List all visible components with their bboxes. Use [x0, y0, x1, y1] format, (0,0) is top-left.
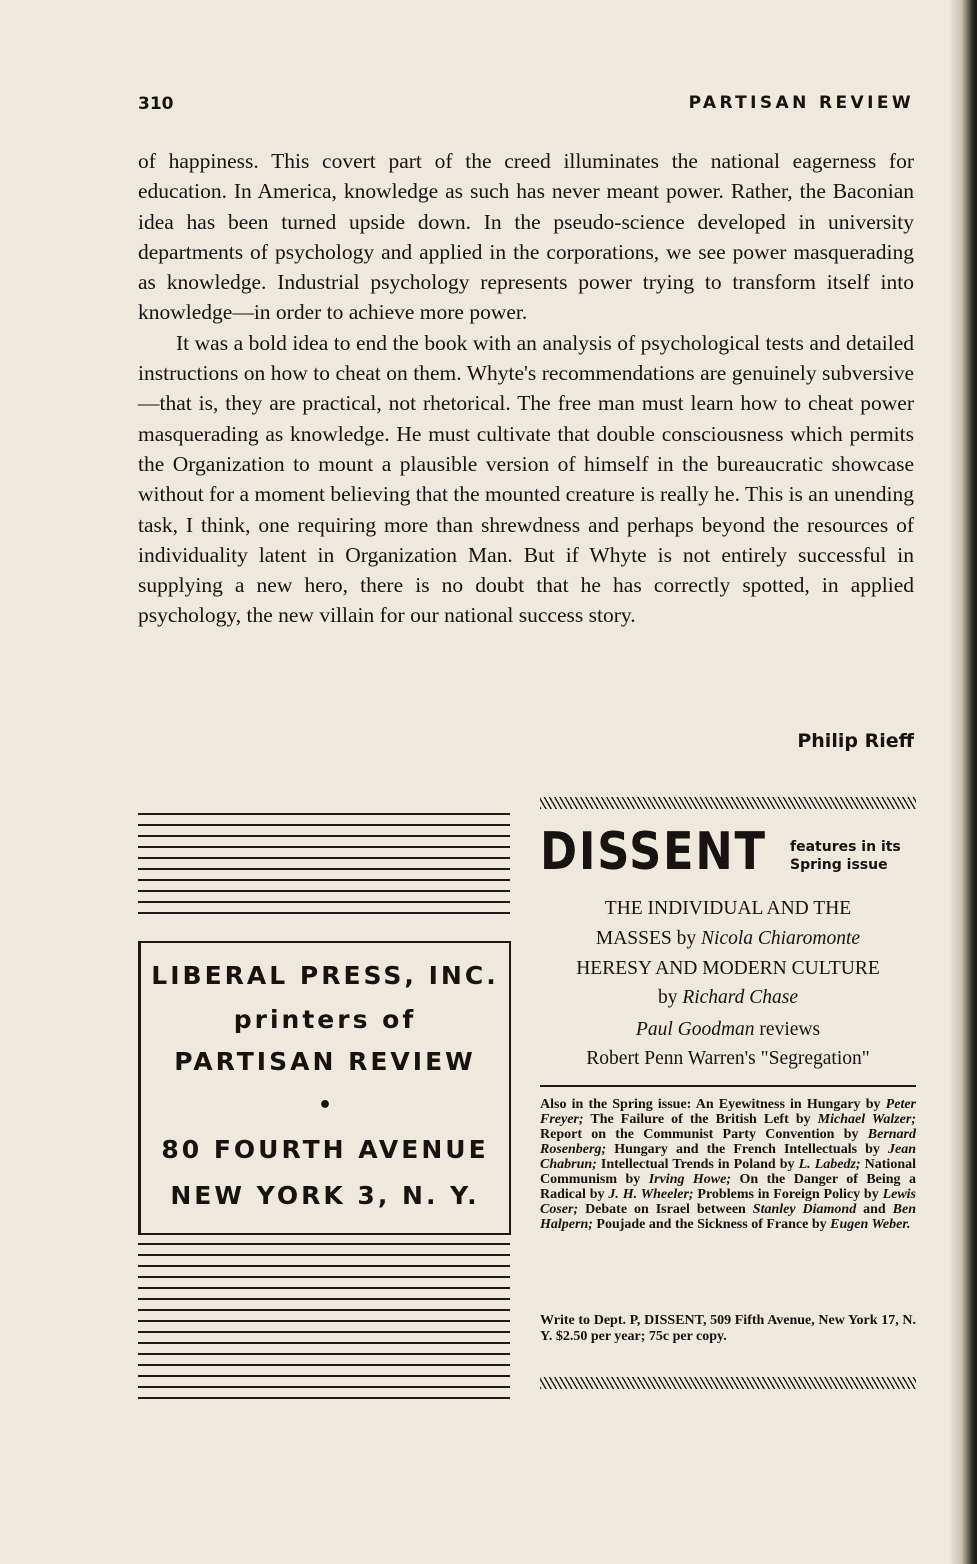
- article-paragraph: It was a bold idea to end the book with an analysis of psychological tests and detailed instructions on how to cheat on them. Whyte's recommendations are genuinely subversive—that is, they are practical, not rhetorical. The free man must learn how to cheat power masquerading as knowledge. He must cultivate that double consciousness which permits the Organization to mount a plausible version of himself in the bureaucratic showcase without for a moment believing that the mounted creature is really he. This is an unending task, I think, one requiring more than shrewdness and perhaps beyond the resources of individuality latent in Organization Man. But if Whyte is not entirely successful in supplying a new hero, there is no doubt that he has correctly spotted, in applied psychology, the new villain for our national success story.: [138, 330, 914, 628]
- dissent-item-byline: [536, 1019, 920, 1041]
- author-signature: Philip Rieff: [797, 730, 914, 752]
- contents-text: Report on the Communist Party Convention by: [540, 1127, 868, 1142]
- article-paragraph: of happiness. This covert part of the creed illuminates the national eagerness for education. In America, knowledge as such has never meant power. Rather, the Baconian idea has been turned upside down. In the pseudo-science developed in university departments of psychology and applied in the corporations, we see power masquerading as knowledge. Industrial psychology represents power trying to transform itself into knowledge—in order to achieve more power.: [138, 149, 914, 325]
- contents-text: Poujade and the Sickness of France by: [592, 1217, 831, 1232]
- contributor-name: Peter Freyer;: [540, 1097, 916, 1127]
- contributor-name: Stanley Diamond: [752, 1202, 857, 1217]
- divider: [540, 1085, 916, 1087]
- contributor-name: L. Labedz;: [798, 1157, 861, 1172]
- contributor-name: Eugen Weber.: [830, 1217, 911, 1232]
- byline-author: Nicola Chiaromonte: [701, 928, 861, 949]
- byline-author: Richard Chase: [682, 987, 799, 1008]
- dissent-subtitle: [790, 838, 901, 874]
- contributor-name: Michael Walzer;: [817, 1112, 916, 1127]
- ad-tagline: printers of: [233, 1005, 417, 1034]
- dissent-item-title: Robert Penn Warren's "Segregation": [586, 1048, 870, 1069]
- page-number: 310: [138, 94, 174, 114]
- contributor-name: Bernard Rosenberg;: [540, 1127, 916, 1157]
- byline-verb: reviews: [759, 1019, 821, 1040]
- page-edge-shadow: [949, 0, 977, 1564]
- contributor-name: Ben Halpern;: [540, 1202, 916, 1232]
- contents-text: Problems in Foreign Policy by: [693, 1187, 883, 1202]
- byline-prefix: MASSES by: [595, 928, 697, 949]
- dissent-subtitle-line: Spring issue: [790, 857, 888, 873]
- dissent-item-byline: [536, 928, 920, 950]
- bullet-icon: •: [317, 1093, 333, 1118]
- contents-text: The Failure of the British Left by: [583, 1112, 818, 1127]
- hatched-border: [540, 797, 916, 809]
- contents-text: Debate on Israel between: [578, 1202, 753, 1217]
- contributor-name: Lewis Coser;: [540, 1187, 917, 1217]
- contents-text: Also in the Spring issue: An Eyewitness in Hungary by: [540, 1097, 886, 1112]
- contents-text: and: [856, 1202, 893, 1217]
- contents-text: Hungary and the French Intellectuals by: [606, 1142, 888, 1157]
- ad-client: PARTISAN REVIEW: [174, 1047, 476, 1076]
- decorative-rules: [138, 1243, 510, 1408]
- hatched-border: [540, 1377, 916, 1389]
- contributor-name: Jean Chabrun;: [540, 1142, 916, 1172]
- dissent-subscription-info: Write to Dept. P, DISSENT, 509 Fifth Avenue, New York 17, N. Y. $2.50 per year; 75c per copy.: [540, 1313, 916, 1344]
- dissent-item-byline: [536, 987, 920, 1009]
- ad-address-street: 80 FOURTH AVENUE: [161, 1135, 489, 1164]
- contents-text: National Communism by: [540, 1157, 916, 1187]
- byline-author: Paul Goodman: [635, 1019, 755, 1040]
- liberal-press-ad: [138, 941, 511, 1235]
- dissent-subtitle-line: features in its: [790, 839, 901, 855]
- ad-company-name: LIBERAL PRESS, INC.: [151, 961, 499, 990]
- dissent-contents-list: [540, 1097, 916, 1232]
- contributor-name: J. H. Wheeler;: [608, 1187, 694, 1202]
- dissent-title: DISSENT: [540, 822, 767, 882]
- page-header: [138, 90, 914, 120]
- running-head: PARTISAN REVIEW: [688, 93, 914, 113]
- contents-text: Intellectual Trends in Poland by: [596, 1157, 799, 1172]
- ad-address-city: NEW YORK 3, N. Y.: [170, 1181, 480, 1210]
- dissent-item-title: HERESY AND MODERN CULTURE: [576, 958, 880, 979]
- contributor-name: Irving Howe;: [648, 1172, 732, 1187]
- contents-text: On the Danger of Being a Radical by: [540, 1172, 916, 1202]
- byline-prefix: by: [657, 987, 678, 1008]
- dissent-item-title: THE INDIVIDUAL AND THE: [604, 898, 852, 919]
- article-body: [138, 146, 914, 631]
- decorative-rules: [138, 813, 510, 923]
